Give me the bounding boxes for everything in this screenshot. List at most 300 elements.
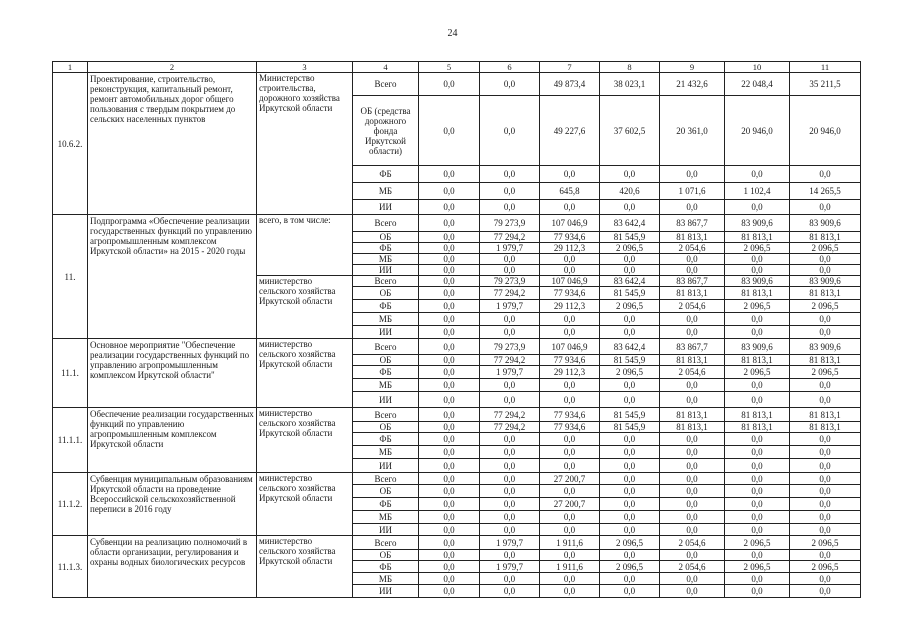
value-cell: 77 934,6 [540,422,600,433]
value-cell: 0,0 [600,585,660,598]
value-cell: 0,0 [790,265,861,276]
value-cell: 0,0 [419,200,480,215]
funding-source: Всего [353,276,419,287]
column-number: 5 [419,62,480,73]
value-cell: 0,0 [725,265,790,276]
funding-source: ОБ [353,287,419,300]
value-cell: 1 911,6 [540,561,600,573]
value-cell: 81 813,1 [790,408,861,422]
funding-source: ОБ [353,550,419,561]
value-cell: 0,0 [419,355,480,366]
value-cell: 0,0 [725,379,790,392]
table-row [53,73,861,96]
value-cell: 0,0 [419,300,480,313]
value-cell: 1 911,6 [540,536,600,550]
value-cell: 0,0 [660,200,725,215]
value-cell: 0,0 [790,511,861,524]
value-cell: 0,0 [725,313,790,326]
item-code: 11.1.1. [53,408,88,473]
table-row [53,215,861,232]
column-number: 3 [257,62,353,73]
funding-source: ИИ [353,326,419,339]
funding-source: ОБ (средства дорожного фонда Иркутской области) [353,96,419,166]
value-cell: 77 934,6 [540,287,600,300]
value-cell: 0,0 [660,573,725,585]
value-cell: 83 867,7 [660,215,725,232]
value-cell: 0,0 [419,422,480,433]
funding-source: ОБ [353,422,419,433]
value-cell: 0,0 [540,511,600,524]
item-executor: министерство сельского хозяйства Иркутской области [257,536,353,598]
value-cell: 0,0 [725,573,790,585]
value-cell: 2 096,5 [725,561,790,573]
funding-source: МБ [353,313,419,326]
item-executor: всего, в том числе: [257,215,353,276]
value-cell: 81 813,1 [790,355,861,366]
value-cell: 0,0 [419,573,480,585]
page-number: 24 [447,28,458,39]
value-cell: 0,0 [480,485,540,498]
value-cell: 0,0 [540,573,600,585]
value-cell: 0,0 [480,511,540,524]
value-cell: 0,0 [480,446,540,459]
funding-source: ОБ [353,355,419,366]
value-cell: 0,0 [600,498,660,511]
value-cell: 0,0 [480,254,540,265]
value-cell: 0,0 [419,243,480,254]
column-number: 10 [725,62,790,73]
value-cell: 0,0 [600,433,660,446]
value-cell: 0,0 [480,473,540,485]
value-cell: 0,0 [419,339,480,355]
table-row [53,408,861,422]
value-cell: 0,0 [790,550,861,561]
funding-source: ФБ [353,166,419,183]
funding-source: ИИ [353,459,419,473]
value-cell: 0,0 [480,73,540,96]
item-executor: министерство сельского хозяйства Иркутской области [257,339,353,408]
value-cell: 0,0 [480,392,540,408]
value-cell: 0,0 [540,446,600,459]
value-cell: 0,0 [660,166,725,183]
value-cell: 0,0 [540,265,600,276]
value-cell: 0,0 [480,550,540,561]
value-cell: 0,0 [540,585,600,598]
item-executor: министерство сельского хозяйства Иркутской области [257,276,353,339]
value-cell: 0,0 [790,379,861,392]
value-cell: 0,0 [419,265,480,276]
value-cell: 81 813,1 [660,408,725,422]
table-row [53,339,861,355]
value-cell: 2 096,5 [725,536,790,550]
funding-source: МБ [353,254,419,265]
value-cell: 0,0 [480,573,540,585]
value-cell: 0,0 [540,485,600,498]
value-cell: 0,0 [790,459,861,473]
value-cell: 0,0 [480,96,540,166]
item-description: Обеспечение реализации государственных функций по управлению агропромышленным комплексом Иркутской области [88,408,257,473]
value-cell: 22 048,4 [725,73,790,96]
value-cell: 0,0 [790,166,861,183]
item-description: Подпрограмма «Обеспечение реализации государственных функций по управлению агропромышленным комплексом Иркутской области» на 2015 - 2020 годы [88,215,257,339]
value-cell: 81 813,1 [725,287,790,300]
value-cell: 0,0 [480,265,540,276]
item-executor: министерство сельского хозяйства Иркутской области [257,408,353,473]
value-cell: 1 979,7 [480,561,540,573]
value-cell: 0,0 [660,392,725,408]
value-cell: 0,0 [419,326,480,339]
value-cell: 81 813,1 [725,232,790,243]
value-cell: 0,0 [540,326,600,339]
value-cell: 0,0 [725,485,790,498]
funding-source: Всего [353,536,419,550]
value-cell: 81 813,1 [790,287,861,300]
value-cell: 1 102,4 [725,183,790,200]
funding-source: ИИ [353,524,419,536]
value-cell: 81 545,9 [600,232,660,243]
value-cell: 83 909,6 [725,276,790,287]
value-cell: 81 813,1 [725,408,790,422]
value-cell: 2 096,5 [600,561,660,573]
value-cell: 0,0 [725,200,790,215]
value-cell: 0,0 [419,408,480,422]
value-cell: 0,0 [419,498,480,511]
value-cell: 2 096,5 [600,300,660,313]
value-cell: 49 227,6 [540,96,600,166]
funding-source: Всего [353,408,419,422]
funding-source: Всего [353,473,419,485]
value-cell: 0,0 [600,392,660,408]
value-cell: 0,0 [725,433,790,446]
value-cell: 0,0 [790,446,861,459]
value-cell: 0,0 [419,166,480,183]
value-cell: 2 096,5 [725,366,790,379]
value-cell: 81 813,1 [725,422,790,433]
item-code: 11.1.3. [53,536,88,598]
value-cell: 0,0 [540,433,600,446]
item-code: 11.1. [53,339,88,408]
value-cell: 0,0 [790,392,861,408]
value-cell: 81 813,1 [660,287,725,300]
value-cell: 0,0 [419,536,480,550]
item-description: Субвенция муниципальным образованиям Иркутской области на проведение Всероссийской сельскохозяйственной переписи в 2016 году [88,473,257,536]
value-cell: 0,0 [480,459,540,473]
value-cell: 0,0 [790,498,861,511]
value-cell: 0,0 [725,473,790,485]
value-cell: 1 979,7 [480,300,540,313]
value-cell: 27 200,7 [540,498,600,511]
value-cell: 0,0 [540,524,600,536]
value-cell: 0,0 [600,473,660,485]
value-cell: 29 112,3 [540,366,600,379]
funding-source: МБ [353,446,419,459]
value-cell: 0,0 [660,459,725,473]
funding-source: ИИ [353,585,419,598]
value-cell: 2 096,5 [790,243,861,254]
value-cell: 0,0 [480,326,540,339]
funding-source: Всего [353,215,419,232]
funding-source: ФБ [353,433,419,446]
value-cell: 2 096,5 [790,300,861,313]
value-cell: 0,0 [540,313,600,326]
value-cell: 0,0 [660,511,725,524]
column-number: 2 [88,62,257,73]
value-cell: 0,0 [600,200,660,215]
value-cell: 2 096,5 [725,300,790,313]
value-cell: 0,0 [540,254,600,265]
value-cell: 0,0 [419,392,480,408]
value-cell: 81 813,1 [660,232,725,243]
value-cell: 0,0 [600,550,660,561]
value-cell: 81 545,9 [600,287,660,300]
value-cell: 81 545,9 [600,422,660,433]
value-cell: 83 642,4 [600,276,660,287]
value-cell: 77 294,2 [480,422,540,433]
value-cell: 81 813,1 [725,355,790,366]
item-executor: Министерство строительства, дорожного хозяйства Иркутской области [257,73,353,215]
value-cell: 2 096,5 [790,366,861,379]
value-cell: 0,0 [725,446,790,459]
funding-source: МБ [353,379,419,392]
value-cell: 2 096,5 [600,243,660,254]
value-cell: 77 294,2 [480,355,540,366]
value-cell: 0,0 [419,73,480,96]
value-cell: 0,0 [480,379,540,392]
value-cell: 0,0 [660,254,725,265]
value-cell: 0,0 [790,473,861,485]
value-cell: 0,0 [419,313,480,326]
column-number: 9 [660,62,725,73]
value-cell: 0,0 [419,433,480,446]
value-cell: 35 211,5 [790,73,861,96]
funding-source: ФБ [353,498,419,511]
column-number: 4 [353,62,419,73]
value-cell: 83 642,4 [600,339,660,355]
value-cell: 0,0 [480,166,540,183]
value-cell: 0,0 [725,550,790,561]
value-cell: 2 054,6 [660,561,725,573]
value-cell: 2 096,5 [600,536,660,550]
value-cell: 2 096,5 [600,366,660,379]
value-cell: 0,0 [419,366,480,379]
column-number: 6 [480,62,540,73]
value-cell: 2 096,5 [725,243,790,254]
value-cell: 0,0 [600,446,660,459]
value-cell: 83 909,6 [790,276,861,287]
value-cell: 0,0 [480,183,540,200]
value-cell: 0,0 [725,585,790,598]
value-cell: 0,0 [419,446,480,459]
value-cell: 29 112,3 [540,243,600,254]
value-cell: 37 602,5 [600,96,660,166]
value-cell: 81 813,1 [660,355,725,366]
value-cell: 645,8 [540,183,600,200]
value-cell: 0,0 [725,254,790,265]
value-cell: 0,0 [790,254,861,265]
value-cell: 0,0 [419,96,480,166]
item-code: 11.1.2. [53,473,88,536]
value-cell: 0,0 [660,473,725,485]
funding-source: ИИ [353,200,419,215]
value-cell: 0,0 [419,561,480,573]
value-cell: 0,0 [790,585,861,598]
funding-source: МБ [353,573,419,585]
value-cell: 0,0 [725,326,790,339]
value-cell: 107 046,9 [540,276,600,287]
value-cell: 107 046,9 [540,215,600,232]
value-cell: 29 112,3 [540,300,600,313]
value-cell: 0,0 [419,276,480,287]
value-cell: 81 813,1 [660,422,725,433]
value-cell: 79 273,9 [480,339,540,355]
value-cell: 0,0 [600,166,660,183]
value-cell: 0,0 [419,215,480,232]
value-cell: 77 294,2 [480,232,540,243]
value-cell: 0,0 [480,498,540,511]
value-cell: 0,0 [600,485,660,498]
value-cell: 0,0 [725,498,790,511]
value-cell: 79 273,9 [480,276,540,287]
column-number: 7 [540,62,600,73]
value-cell: 2 054,6 [660,243,725,254]
value-cell: 0,0 [660,433,725,446]
value-cell: 0,0 [540,379,600,392]
value-cell: 81 545,9 [600,355,660,366]
value-cell: 0,0 [660,265,725,276]
value-cell: 0,0 [660,379,725,392]
value-cell: 0,0 [419,287,480,300]
value-cell: 0,0 [600,459,660,473]
value-cell: 0,0 [419,485,480,498]
value-cell: 0,0 [790,200,861,215]
value-cell: 20 946,0 [725,96,790,166]
value-cell: 81 545,9 [600,408,660,422]
value-cell: 0,0 [600,313,660,326]
value-cell: 83 867,7 [660,339,725,355]
value-cell: 0,0 [660,485,725,498]
value-cell: 0,0 [725,511,790,524]
value-cell: 0,0 [419,511,480,524]
funding-source: ИИ [353,392,419,408]
value-cell: 0,0 [540,392,600,408]
value-cell: 0,0 [660,524,725,536]
value-cell: 0,0 [660,446,725,459]
value-cell: 79 273,9 [480,215,540,232]
value-cell: 0,0 [480,433,540,446]
value-cell: 0,0 [790,326,861,339]
value-cell: 1 979,7 [480,366,540,379]
value-cell: 0,0 [790,313,861,326]
value-cell: 0,0 [480,585,540,598]
value-cell: 107 046,9 [540,339,600,355]
value-cell: 2 096,5 [790,561,861,573]
value-cell: 14 265,5 [790,183,861,200]
funding-source: ОБ [353,232,419,243]
value-cell: 2 096,5 [790,536,861,550]
value-cell: 0,0 [725,524,790,536]
value-cell: 0,0 [480,524,540,536]
value-cell: 0,0 [419,550,480,561]
table-row [53,536,861,550]
value-cell: 81 813,1 [790,422,861,433]
value-cell: 1 071,6 [660,183,725,200]
funding-source: ОБ [353,485,419,498]
funding-source: Всего [353,73,419,96]
value-cell: 83 909,6 [725,339,790,355]
value-cell: 83 909,6 [790,339,861,355]
value-cell: 49 873,4 [540,73,600,96]
item-description: Субвенции на реализацию полномочий в области организации, регулирования и охраны водных биологических ресурсов [88,536,257,598]
value-cell: 77 294,2 [480,408,540,422]
value-cell: 77 294,2 [480,287,540,300]
funding-source: ФБ [353,561,419,573]
value-cell: 0,0 [540,550,600,561]
value-cell: 81 813,1 [790,232,861,243]
value-cell: 0,0 [660,326,725,339]
value-cell: 420,6 [600,183,660,200]
value-cell: 0,0 [540,166,600,183]
value-cell: 77 934,6 [540,232,600,243]
value-cell: 0,0 [725,392,790,408]
funding-source: Всего [353,339,419,355]
value-cell: 0,0 [480,200,540,215]
value-cell: 0,0 [419,232,480,243]
column-number: 1 [53,62,88,73]
value-cell: 1 979,7 [480,536,540,550]
value-cell: 27 200,7 [540,473,600,485]
value-cell: 1 979,7 [480,243,540,254]
value-cell: 0,0 [419,379,480,392]
value-cell: 0,0 [790,524,861,536]
value-cell: 0,0 [660,313,725,326]
value-cell: 0,0 [790,433,861,446]
value-cell: 83 642,4 [600,215,660,232]
value-cell: 0,0 [419,524,480,536]
value-cell: 2 054,6 [660,300,725,313]
value-cell: 83 909,6 [725,215,790,232]
value-cell: 0,0 [790,573,861,585]
column-number-row [53,62,861,73]
value-cell: 0,0 [540,200,600,215]
value-cell: 83 867,7 [660,276,725,287]
item-executor: министерство сельского хозяйства Иркутской области [257,473,353,536]
value-cell: 0,0 [660,585,725,598]
value-cell: 20 946,0 [790,96,861,166]
value-cell: 0,0 [600,379,660,392]
value-cell: 0,0 [419,473,480,485]
value-cell: 0,0 [600,524,660,536]
value-cell: 0,0 [419,183,480,200]
budget-table [52,61,861,598]
value-cell: 0,0 [480,313,540,326]
funding-source: ИИ [353,265,419,276]
column-number: 11 [790,62,861,73]
value-cell: 2 054,6 [660,366,725,379]
item-code: 11. [53,215,88,339]
value-cell: 0,0 [600,511,660,524]
item-code: 10.6.2. [53,73,88,215]
value-cell: 0,0 [725,166,790,183]
value-cell: 77 934,6 [540,355,600,366]
funding-source: ФБ [353,366,419,379]
value-cell: 0,0 [600,254,660,265]
value-cell: 0,0 [660,550,725,561]
value-cell: 0,0 [600,573,660,585]
value-cell: 0,0 [660,498,725,511]
table-row [53,473,861,485]
value-cell: 0,0 [600,326,660,339]
value-cell: 0,0 [419,585,480,598]
